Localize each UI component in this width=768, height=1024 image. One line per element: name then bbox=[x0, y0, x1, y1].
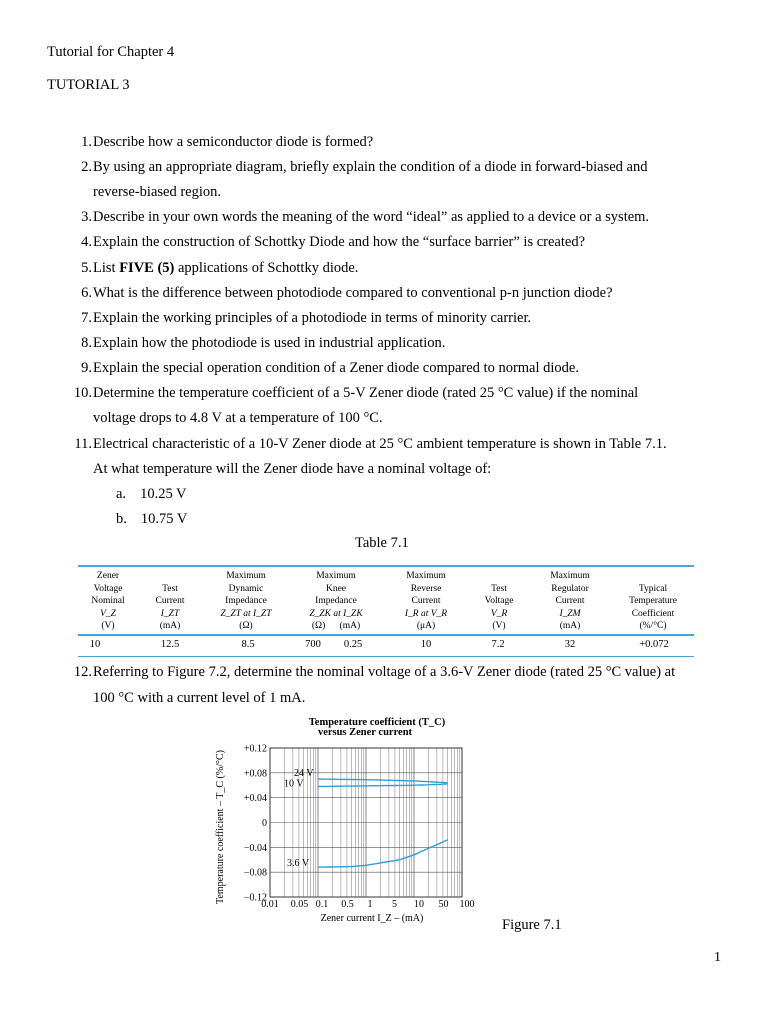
x-tick-label: 100 bbox=[459, 899, 475, 910]
temperature-coefficient-chart bbox=[200, 712, 500, 928]
x-tick-label: 0.5 bbox=[341, 899, 354, 910]
table-cell: 8.5 bbox=[241, 639, 255, 650]
chart-title-line2: versus Zener current bbox=[317, 727, 413, 738]
table-cell: 10 bbox=[420, 639, 432, 650]
question-10-continuation: voltage drops to 4.8 V at a temperature of 100 °C. bbox=[93, 410, 383, 426]
table-header-temperature-coefficient: Typical Temperature Coefficient (%/°C) bbox=[629, 583, 677, 631]
table-cell: 12.5 bbox=[160, 639, 180, 650]
question-12-continuation: 100 °C with a current level of 1 mA. bbox=[93, 690, 306, 706]
chart-xlabel: Zener current I_Z – (mA) bbox=[320, 913, 424, 924]
series-label: 3.6 V bbox=[287, 858, 310, 870]
x-tick-label: 50 bbox=[438, 899, 449, 910]
table-cell: 32 bbox=[564, 639, 576, 650]
question-2-continuation: reverse-biased region. bbox=[93, 184, 222, 200]
table-top-rule bbox=[78, 565, 694, 567]
tutorial-heading: TUTORIAL 3 bbox=[47, 77, 130, 93]
chart-ylabel: Temperature coefficient – T_C (%/°C) bbox=[215, 750, 226, 904]
table-header-rule bbox=[78, 634, 694, 636]
table-header-dynamic-impedance: Maximum Dynamic Impedance Z_ZT at I_ZT (Ω) bbox=[220, 571, 272, 631]
question-11-continuation: At what temperature will the Zener diode have a nominal voltage of: bbox=[93, 461, 492, 477]
y-tick-label: −0.04 bbox=[243, 842, 267, 854]
table-cell: 7.2 bbox=[491, 639, 505, 650]
table-cell: 10 bbox=[89, 639, 101, 650]
y-tick-label: +0.08 bbox=[243, 768, 267, 780]
table-cell: +0.072 bbox=[639, 639, 669, 650]
series-label: 24 V bbox=[294, 768, 314, 780]
x-tick-label: 5 bbox=[392, 899, 398, 910]
page-number: 1 bbox=[714, 950, 721, 965]
document-title: Tutorial for Chapter 4 bbox=[47, 44, 175, 60]
table-bottom-rule bbox=[78, 656, 694, 657]
x-tick-label: 0.1 bbox=[315, 899, 329, 910]
table-caption: Table 7.1 bbox=[355, 535, 409, 551]
x-tick-label: 1 bbox=[367, 899, 373, 910]
table-header-knee-impedance: Maximum Knee Impedance Z_ZK at I_ZK (Ω) (mA) bbox=[309, 571, 363, 631]
table-cell: 0.25 bbox=[343, 639, 363, 650]
table-cell: 700 bbox=[305, 639, 321, 650]
subitem-b: b. 10.75 V bbox=[116, 511, 188, 527]
y-tick-label: 0 bbox=[262, 818, 267, 829]
y-tick-label: −0.12 bbox=[243, 892, 267, 904]
series-line-24-v bbox=[318, 779, 448, 783]
chart-title-line1: Temperature coefficient (T_C) bbox=[308, 717, 446, 728]
x-tick-label: 10 bbox=[414, 899, 424, 910]
table-header-zener-voltage: Zener Voltage Nominal V_Z (V) bbox=[91, 571, 125, 631]
table-header-test-voltage: Test Voltage V_R (V) bbox=[484, 583, 514, 631]
series-line-10-v bbox=[318, 784, 448, 787]
series-line-3-6-v bbox=[318, 840, 448, 867]
x-tick-label: 0.01 bbox=[261, 899, 279, 910]
x-tick-label: 0.05 bbox=[290, 899, 309, 910]
table-header-test-current: Test Current I_ZT (mA) bbox=[155, 583, 185, 631]
subitem-a: a. 10.25 V bbox=[116, 486, 187, 502]
table-header-reverse-current: Maximum Reverse Current I_R at V_R (μA) bbox=[404, 571, 448, 631]
y-tick-label: +0.12 bbox=[243, 743, 267, 755]
y-tick-label: −0.08 bbox=[243, 867, 267, 879]
figure-caption: Figure 7.1 bbox=[502, 917, 562, 933]
y-tick-label: +0.04 bbox=[243, 793, 267, 805]
series-label: 10 V bbox=[284, 778, 304, 790]
table-header-regulator-current: Maximum Regulator Current I_ZM (mA) bbox=[550, 571, 590, 631]
